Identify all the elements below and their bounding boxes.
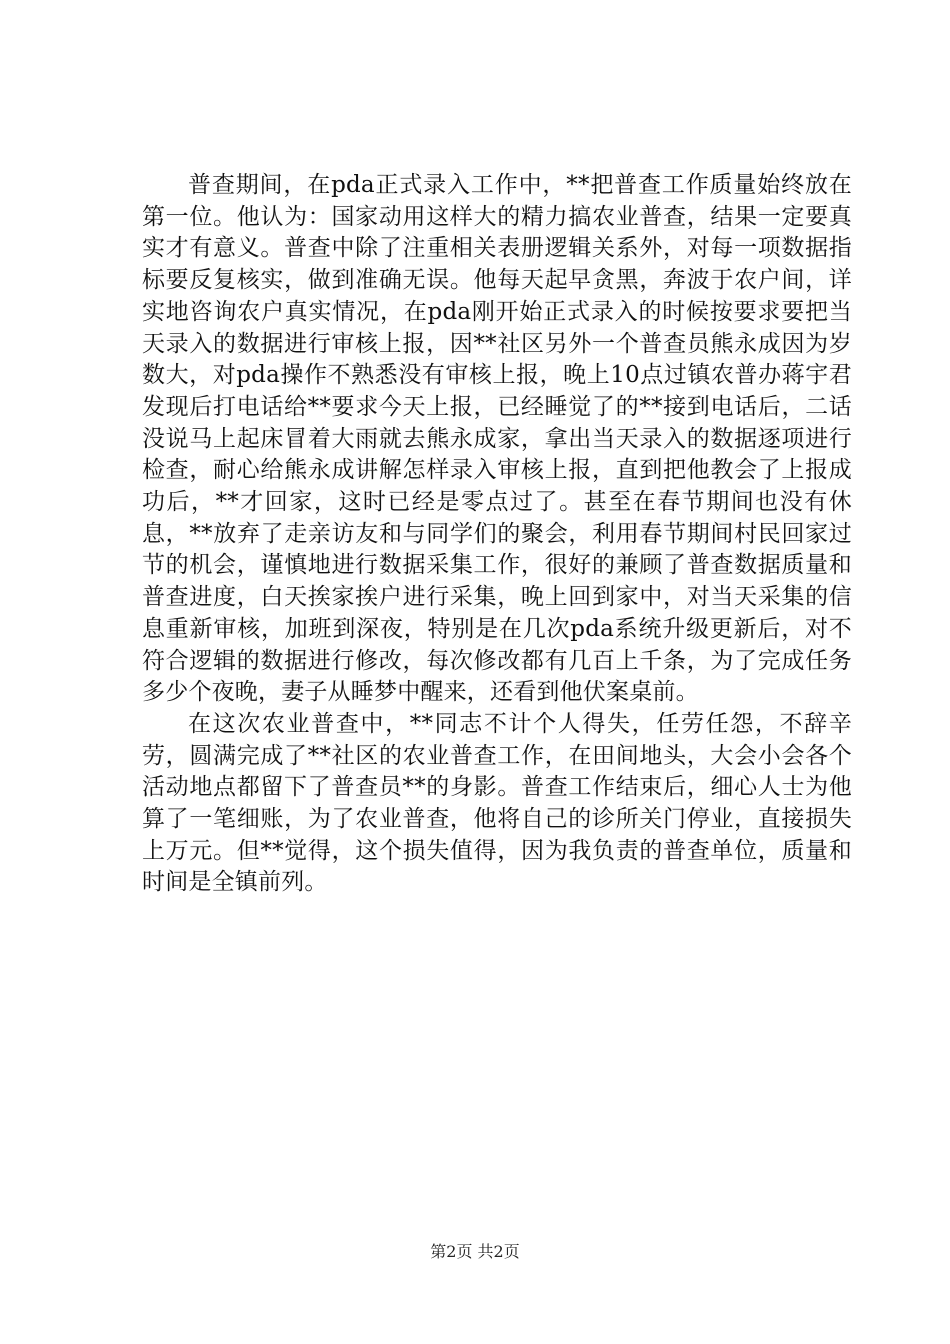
page-footer bbox=[0, 1242, 950, 1262]
document-body bbox=[142, 170, 852, 899]
paragraph-2: 在这次农业普查中，**同志不计个人得失，任劳任怨，不辞辛劳，圆满完成了**社区的农业普查工作，在田间地头，大会小会各个活动地点都留下了普查员**的身影。普查工作结束后，细心人士为他算了一笔细账，为了农业普查，他将自己的诊所关门停业，直接损失上万元。但**觉得，这个损失值得，因为我负责的普查单位，质量和时间是全镇前列。 bbox=[142, 710, 852, 896]
paragraph-1: 普查期间，在pda正式录入工作中，**把普查工作质量始终放在第一位。他认为：国家动用这样大的精力搞农业普查，结果一定要真实才有意义。普查中除了注重相关表册逻辑关系外，对每一项数据指标要反复核实，做到准确无误。他每天起早贪黑，奔波于农户间，详实地咨询农户真实情况，在pda刚开始正式录入的时候按要求要把当天录入的数据进行审核上报，因**社区另外一个普查员熊永成因为岁数大，对pda操作不熟悉没有审核上报，晚上10点过镇农普办蒋宇君发现后打电话给**要求今天上报，已经睡觉了的**接到电话后，二话没说马上起床冒着大雨就去熊永成家，拿出当天录入的数据逐项进行检查，耐心给熊永成讲解怎样录入审核上报，直到把他教会了上报成功后，**才回家，这时已经是零点过了。甚至在春节期间也没有休息，**放弃了走亲访友和与同学们的聚会，利用春节期间村民回家过节的机会，谨慎地进行数据采集工作，很好的兼顾了普查数据质量和普查进度，白天挨家挨户进行采集，晚上回到家中，对当天采集的信息重新审核，加班到深夜，特别是在几次pda系统升级更新后，对不符合逻辑的数据进行修改，每次修改都有几百上千条，为了完成任务多少个夜晚，妻子从睡梦中醒来，还看到他伏案桌前。 bbox=[142, 172, 852, 706]
page-number-label: 第2页 共2页 bbox=[430, 1242, 520, 1261]
